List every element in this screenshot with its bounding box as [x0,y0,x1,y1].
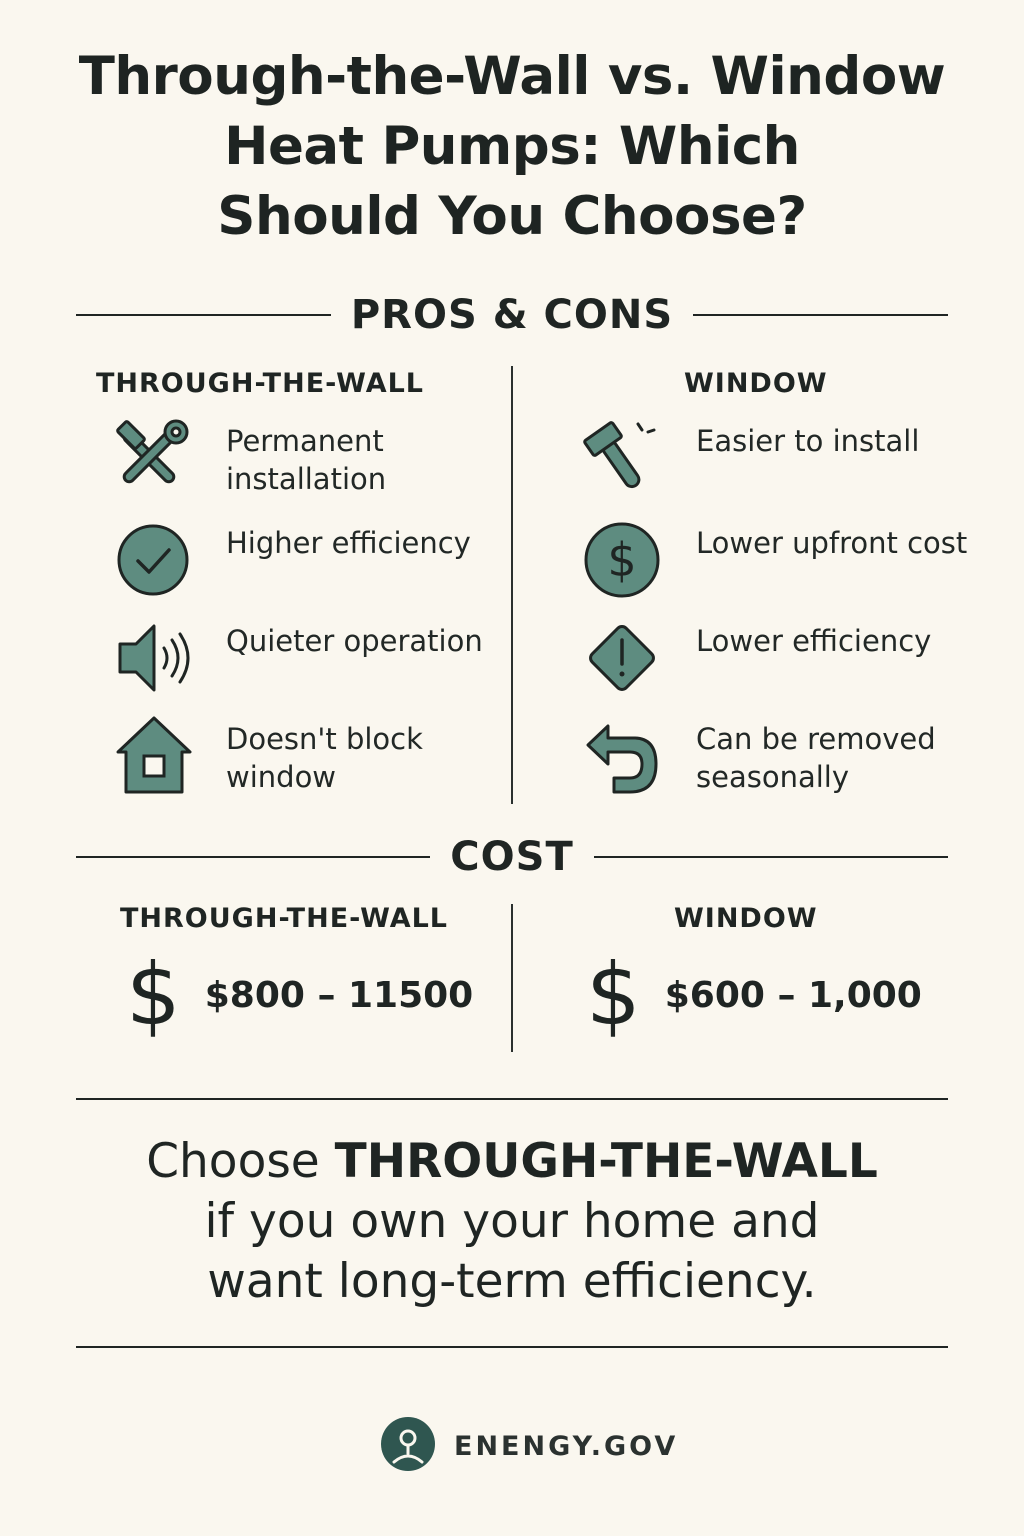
window-pros-heading: WINDOW [684,368,828,399]
item-text-line-2: window [226,760,337,794]
brand-name: ENENGY.GOV [454,1430,679,1462]
title-line-3: Should You Choose? [217,186,807,247]
window-cost [586,945,922,1045]
divider-left [76,314,331,316]
cost-section-heading [76,832,948,882]
svg-text:$: $ [607,533,637,587]
pros-cons-heading: PROS & CONS [350,292,674,338]
list-item [106,618,526,698]
item-text-line-1: Easier to install [696,424,920,458]
house-icon [106,716,196,796]
window-cost-heading: WINDOW [674,903,818,934]
divider [76,1346,948,1348]
cost-column-divider [511,904,513,1052]
list-item [578,418,996,498]
footer [380,1416,678,1476]
brand-logo-icon [380,1416,436,1476]
recommendation [60,1132,964,1312]
divider [76,1098,948,1100]
return-arrow-icon [578,716,668,796]
checkmark-circle-icon [106,520,196,600]
recommendation-prefix: Choose [146,1134,335,1189]
list-item [578,716,976,796]
item-text-line-1: Doesn't block [226,722,423,756]
title-line-2: Heat Pumps: Which [224,116,800,177]
through-the-wall-pros-heading: THROUGH-THE-WALL [96,368,425,399]
divider-left [76,856,430,858]
dollar-icon: $ [126,945,181,1045]
through-the-wall-cost-heading: THROUGH-THE-WALL [120,903,449,934]
item-text-line-1: Lower upfront cost [696,526,968,560]
cost-range: $600 – 1,000 [664,974,922,1016]
list-item [578,618,996,698]
recommendation-line-2: if you own your home and [204,1194,820,1249]
list-item [106,716,506,796]
dollar-icon: $ [586,945,641,1045]
recommendation-line-1 [60,1132,964,1192]
list-item [106,520,526,600]
list-item [106,418,506,498]
item-text-line-1: Higher efficiency [226,526,471,560]
divider-right [594,856,948,858]
item-text-line-1: Quieter operation [226,624,483,658]
divider-right [693,314,948,316]
list-item [578,520,1016,600]
dollar-circle-icon [578,520,668,600]
recommendation-line-3: want long-term efficiency. [207,1254,817,1309]
cost-heading: COST [450,834,574,880]
item-text-line-2: installation [226,462,387,496]
recommendation-emphasis: THROUGH-THE-WALL [334,1134,878,1189]
tools-icon [106,418,196,498]
hammer-icon [578,418,668,498]
cost-range: $800 – 11500 [204,974,474,1016]
page-title [40,42,984,252]
item-text-line-1: Permanent [226,424,384,458]
item-text-line-1: Lower efficiency [696,624,932,658]
speaker-icon [106,618,196,698]
item-text-line-2: seasonally [696,760,850,794]
title-line-1: Through-the-Wall vs. Window [78,46,946,107]
pros-cons-section-heading [76,290,948,340]
item-text-line-1: Can be removed [696,722,936,756]
warning-diamond-icon [578,618,668,698]
through-the-wall-cost [126,945,474,1045]
